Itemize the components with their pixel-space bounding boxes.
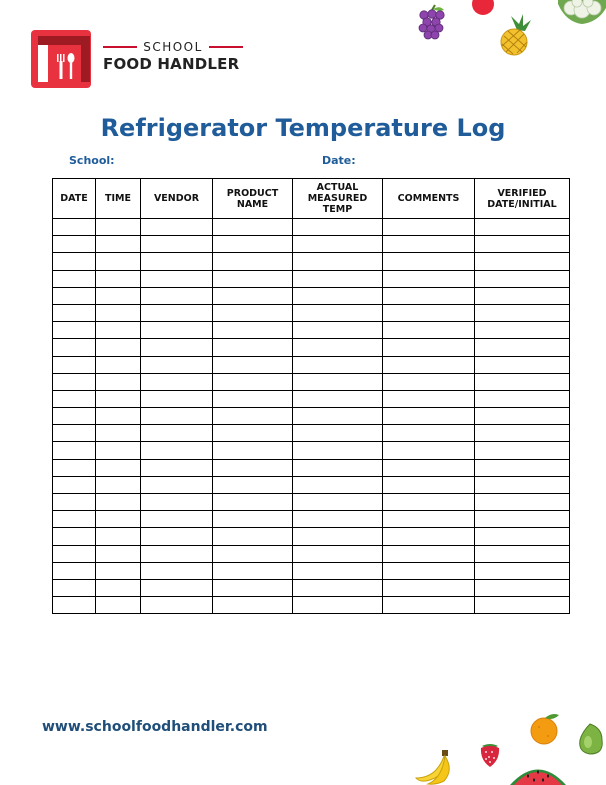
table-cell xyxy=(141,253,213,270)
table-cell xyxy=(213,219,293,236)
table-cell xyxy=(383,597,475,614)
table-cell xyxy=(53,597,96,614)
table-cell xyxy=(293,373,383,390)
table-cell xyxy=(383,339,475,356)
table-cell xyxy=(475,236,570,253)
table-cell xyxy=(475,528,570,545)
table-cell xyxy=(141,511,213,528)
table-row xyxy=(53,425,570,442)
table-cell xyxy=(141,270,213,287)
table-cell xyxy=(141,494,213,511)
temperature-log-table xyxy=(52,178,570,614)
table-row xyxy=(53,236,570,253)
table-cell xyxy=(141,425,213,442)
table-cell xyxy=(141,579,213,596)
brand-divider-right xyxy=(209,46,243,48)
table-cell xyxy=(293,442,383,459)
table-cell xyxy=(213,459,293,476)
table-cell xyxy=(53,545,96,562)
table-cell xyxy=(475,511,570,528)
table-cell xyxy=(213,442,293,459)
table-cell xyxy=(213,270,293,287)
table-cell xyxy=(383,390,475,407)
table-cell xyxy=(383,408,475,425)
table-cell xyxy=(293,304,383,321)
table-cell xyxy=(475,494,570,511)
cauliflower-icon xyxy=(556,0,606,26)
table-cell xyxy=(293,356,383,373)
brand-name-text: FOOD HANDLER xyxy=(103,55,240,73)
table-row xyxy=(53,597,570,614)
table-cell xyxy=(53,339,96,356)
table-cell xyxy=(141,339,213,356)
column-header-actual-measured-temp: ACTUAL MEASURED TEMP xyxy=(293,179,383,219)
table-cell xyxy=(475,253,570,270)
table-cell xyxy=(53,528,96,545)
table-cell xyxy=(53,494,96,511)
table-cell xyxy=(383,322,475,339)
column-header-time: TIME xyxy=(96,179,141,219)
table-cell xyxy=(213,562,293,579)
table-row xyxy=(53,511,570,528)
table-cell xyxy=(141,322,213,339)
table-cell xyxy=(293,219,383,236)
table-cell xyxy=(96,562,141,579)
table-row xyxy=(53,442,570,459)
table-row xyxy=(53,322,570,339)
table-cell xyxy=(53,579,96,596)
table-cell xyxy=(53,511,96,528)
table-cell xyxy=(475,579,570,596)
table-cell xyxy=(293,253,383,270)
brand-school-text: SCHOOL xyxy=(143,40,203,54)
table-header-row xyxy=(53,179,570,219)
table-cell xyxy=(53,459,96,476)
table-row xyxy=(53,476,570,493)
table-cell xyxy=(475,408,570,425)
table-cell xyxy=(53,442,96,459)
table-cell xyxy=(383,304,475,321)
table-cell xyxy=(475,390,570,407)
table-cell xyxy=(141,236,213,253)
table-cell xyxy=(96,322,141,339)
table-cell xyxy=(213,425,293,442)
table-cell xyxy=(293,494,383,511)
grapes-icon xyxy=(416,4,448,42)
table-cell xyxy=(141,287,213,304)
table-cell xyxy=(383,287,475,304)
table-cell xyxy=(53,390,96,407)
table-cell xyxy=(96,579,141,596)
page-title: Refrigerator Temperature Log xyxy=(100,114,506,142)
table-cell xyxy=(475,442,570,459)
table-cell xyxy=(383,373,475,390)
table-row xyxy=(53,545,570,562)
school-field-label: School: xyxy=(69,154,115,167)
table-cell xyxy=(383,545,475,562)
table-cell xyxy=(96,528,141,545)
table-cell xyxy=(141,545,213,562)
table-cell xyxy=(475,425,570,442)
table-row xyxy=(53,356,570,373)
table-cell xyxy=(96,459,141,476)
table-cell xyxy=(475,356,570,373)
table-cell xyxy=(141,528,213,545)
table-row xyxy=(53,219,570,236)
column-header-comments: COMMENTS xyxy=(383,179,475,219)
table-cell xyxy=(96,304,141,321)
table-cell xyxy=(96,476,141,493)
table-cell xyxy=(213,356,293,373)
table-cell xyxy=(141,597,213,614)
table-cell xyxy=(213,253,293,270)
table-cell xyxy=(383,476,475,493)
pineapple-icon xyxy=(497,14,533,56)
table-cell xyxy=(53,425,96,442)
table-cell xyxy=(141,373,213,390)
table-cell xyxy=(96,545,141,562)
table-cell xyxy=(293,425,383,442)
table-row xyxy=(53,304,570,321)
table-row xyxy=(53,562,570,579)
table-cell xyxy=(53,562,96,579)
table-cell xyxy=(293,322,383,339)
table-cell xyxy=(213,322,293,339)
table-cell xyxy=(475,322,570,339)
table-cell xyxy=(293,339,383,356)
table-row xyxy=(53,373,570,390)
table-cell xyxy=(53,356,96,373)
table-cell xyxy=(475,373,570,390)
table-cell xyxy=(293,579,383,596)
table-cell xyxy=(53,287,96,304)
table-cell xyxy=(293,511,383,528)
brand-wordmark xyxy=(103,40,243,73)
table-cell xyxy=(293,390,383,407)
table-cell xyxy=(96,219,141,236)
table-cell xyxy=(475,304,570,321)
table-cell xyxy=(293,528,383,545)
table-cell xyxy=(213,304,293,321)
date-field-label: Date: xyxy=(322,154,356,167)
table-cell xyxy=(475,219,570,236)
table-cell xyxy=(383,528,475,545)
table-cell xyxy=(53,476,96,493)
strawberry-icon xyxy=(478,740,502,768)
table-cell xyxy=(141,356,213,373)
table-row xyxy=(53,408,570,425)
table-cell xyxy=(213,545,293,562)
table-cell xyxy=(96,356,141,373)
table-cell xyxy=(96,408,141,425)
table-cell xyxy=(53,408,96,425)
column-header-product-name: PRODUCT NAME xyxy=(213,179,293,219)
school-food-handler-logo-icon xyxy=(31,30,91,88)
table-cell xyxy=(213,494,293,511)
table-cell xyxy=(383,494,475,511)
table-cell xyxy=(96,373,141,390)
table-cell xyxy=(53,304,96,321)
table-row xyxy=(53,270,570,287)
table-cell xyxy=(383,356,475,373)
table-cell xyxy=(475,562,570,579)
table-cell xyxy=(96,597,141,614)
table-cell xyxy=(213,511,293,528)
cherry-icon xyxy=(470,0,496,16)
table-cell xyxy=(475,459,570,476)
table-body xyxy=(53,219,570,614)
table-cell xyxy=(96,270,141,287)
table-cell xyxy=(141,476,213,493)
table-cell xyxy=(293,459,383,476)
table-cell xyxy=(141,459,213,476)
table-cell xyxy=(53,373,96,390)
table-row xyxy=(53,287,570,304)
table-cell xyxy=(213,408,293,425)
table-cell xyxy=(475,597,570,614)
table-cell xyxy=(213,339,293,356)
table-cell xyxy=(383,459,475,476)
table-cell xyxy=(213,373,293,390)
table-cell xyxy=(53,253,96,270)
table-cell xyxy=(475,476,570,493)
table-cell xyxy=(213,528,293,545)
table-cell xyxy=(383,562,475,579)
table-cell xyxy=(96,339,141,356)
table-cell xyxy=(293,408,383,425)
table-cell xyxy=(383,425,475,442)
column-header-vendor: VENDOR xyxy=(141,179,213,219)
table-row xyxy=(53,459,570,476)
table-cell xyxy=(53,219,96,236)
brand-divider-left xyxy=(103,46,137,48)
table-row xyxy=(53,339,570,356)
table-cell xyxy=(213,579,293,596)
table-cell xyxy=(293,287,383,304)
table-row xyxy=(53,390,570,407)
table-row xyxy=(53,253,570,270)
table-cell xyxy=(213,476,293,493)
table-cell xyxy=(293,562,383,579)
table-cell xyxy=(383,442,475,459)
table-cell xyxy=(96,494,141,511)
table-cell xyxy=(213,597,293,614)
table-cell xyxy=(383,253,475,270)
table-cell xyxy=(141,219,213,236)
table-cell xyxy=(475,270,570,287)
table-cell xyxy=(141,562,213,579)
table-row xyxy=(53,494,570,511)
table-cell xyxy=(213,236,293,253)
column-header-date: DATE xyxy=(53,179,96,219)
table-cell xyxy=(141,408,213,425)
table-cell xyxy=(213,390,293,407)
table-cell xyxy=(293,545,383,562)
table-cell xyxy=(293,476,383,493)
table-cell xyxy=(141,442,213,459)
watermelon-icon xyxy=(508,762,568,785)
banana-icon xyxy=(414,748,458,785)
table-cell xyxy=(383,219,475,236)
table-cell xyxy=(96,287,141,304)
table-cell xyxy=(293,597,383,614)
table-cell xyxy=(383,270,475,287)
table-cell xyxy=(53,270,96,287)
table-cell xyxy=(141,304,213,321)
table-cell xyxy=(96,253,141,270)
footer-website-link[interactable]: www.schoolfoodhandler.com xyxy=(42,719,268,735)
table-cell xyxy=(475,287,570,304)
table-cell xyxy=(141,390,213,407)
pear-icon xyxy=(576,722,606,756)
table-row xyxy=(53,579,570,596)
table-cell xyxy=(96,425,141,442)
table-cell xyxy=(96,511,141,528)
table-cell xyxy=(96,390,141,407)
table-row xyxy=(53,528,570,545)
column-header-verified-date-initial: VERIFIED DATE/INITIAL xyxy=(475,179,570,219)
table-cell xyxy=(383,511,475,528)
table-cell xyxy=(53,322,96,339)
table-cell xyxy=(475,545,570,562)
table-cell xyxy=(96,442,141,459)
table-cell xyxy=(293,270,383,287)
table-cell xyxy=(53,236,96,253)
table-cell xyxy=(293,236,383,253)
table-cell xyxy=(96,236,141,253)
table-cell xyxy=(475,339,570,356)
table-cell xyxy=(213,287,293,304)
table-cell xyxy=(383,236,475,253)
orange-icon xyxy=(528,712,562,746)
table-cell xyxy=(383,579,475,596)
